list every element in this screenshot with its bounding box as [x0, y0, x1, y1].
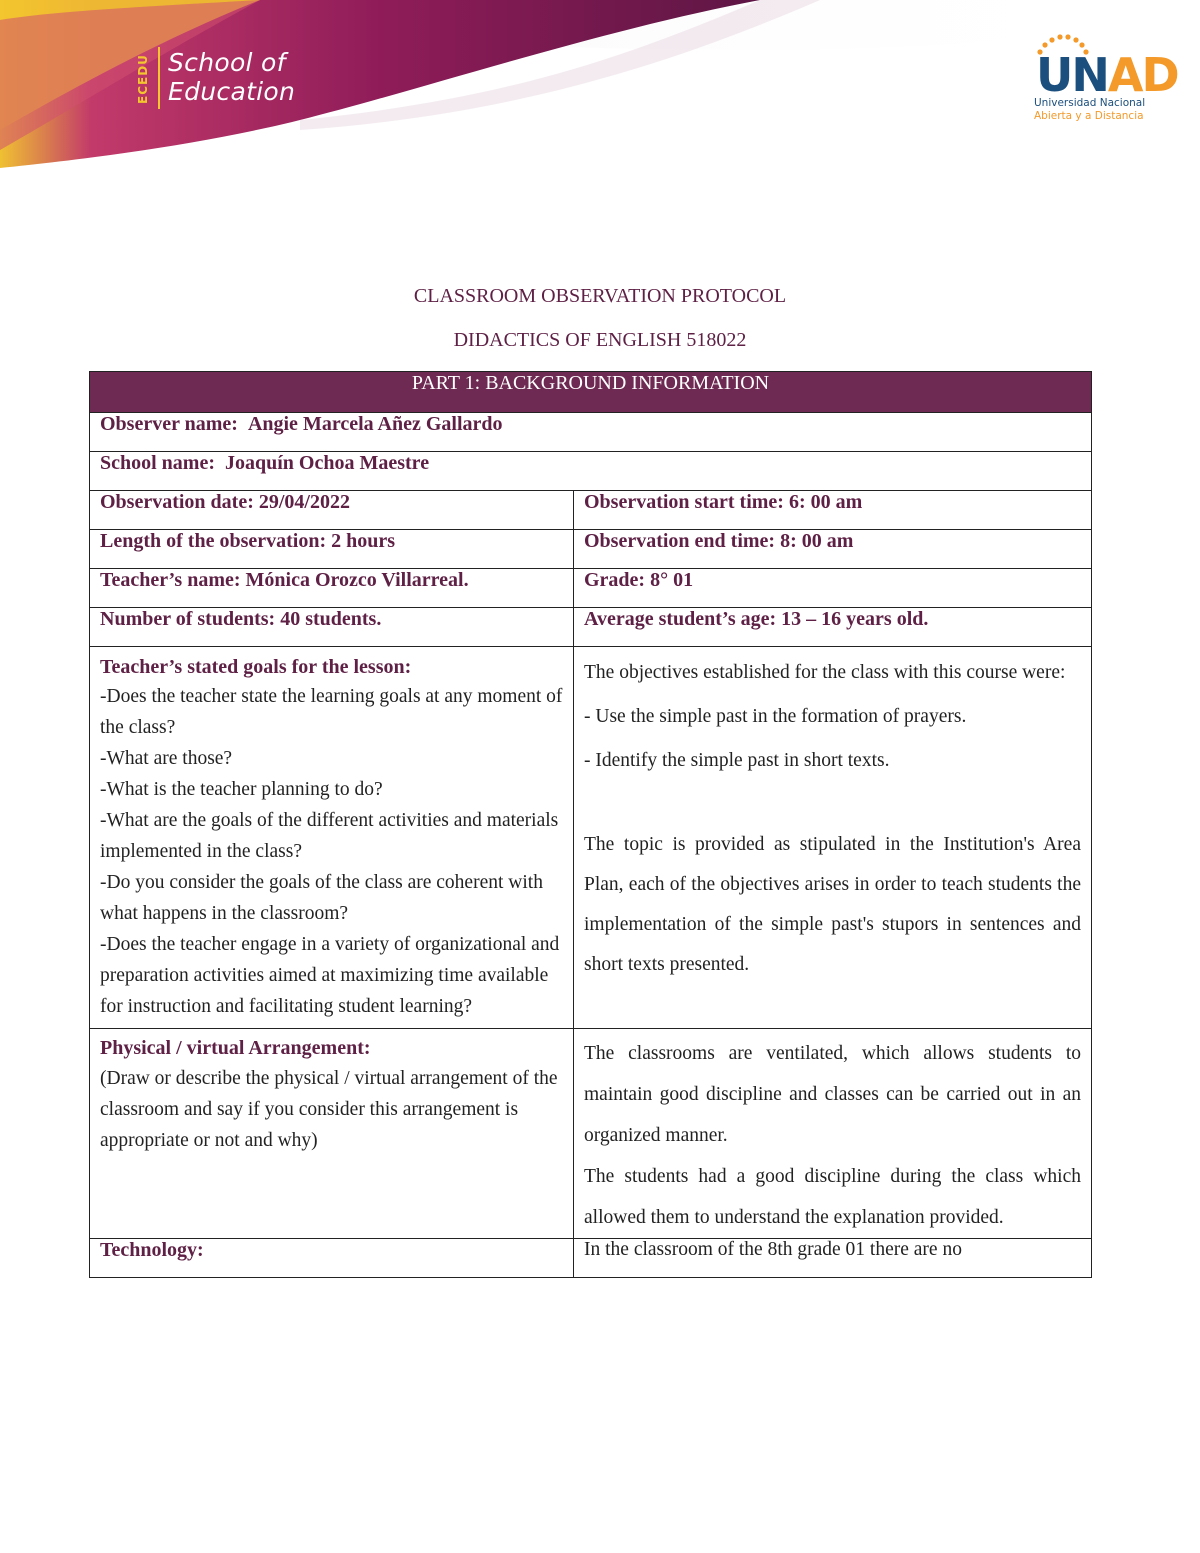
observer-label: Observer name:	[100, 413, 238, 435]
goals-answer	[574, 647, 1092, 1029]
technology-label: Technology:	[90, 1239, 574, 1278]
school-value: Joaquín Ochoa Maestre	[225, 452, 430, 474]
number-of-students: Number of students: 40 students.	[90, 608, 574, 647]
goals-label: Teacher’s stated goals for the lesson:	[100, 656, 412, 678]
unad-logo-wordmark	[1036, 50, 1178, 100]
technology-answer: In the classroom of the 8th grade 01 there are no	[574, 1239, 1092, 1278]
goals-row	[90, 647, 1092, 1029]
goals-questions	[100, 681, 563, 1022]
goals-question: -Do you consider the goals of the class are coherent with what happens in the classroom?	[100, 872, 543, 924]
arrangement-answer	[574, 1029, 1092, 1239]
school-of-education-logo	[168, 48, 295, 106]
date-row	[90, 491, 1092, 530]
ecedu-tag: ECEDU	[136, 54, 150, 104]
observation-date: Observation date: 29/04/2022	[90, 491, 574, 530]
goals-question: -Does the teacher engage in a variety of organizational and preparation activities aimed at maximizing time available for instruction and facilitating student learning?	[100, 934, 560, 1017]
school-line-2: Education	[168, 77, 296, 106]
observation-length: Length of the observation: 2 hours	[90, 530, 574, 569]
average-student-age: Average student’s age: 13 – 16 years old.	[574, 608, 1092, 647]
logo-divider	[158, 47, 160, 109]
length-row	[90, 530, 1092, 569]
goals-question: -Does the teacher state the learning goals at any moment of the class?	[100, 686, 563, 738]
technology-row	[90, 1239, 1092, 1278]
document-title: CLASSROOM OBSERVATION PROTOCOL	[413, 285, 787, 307]
goals-answer-paragraph: The topic is provided as stipulated in the Institution's Area Plan, each of the objectives arises in order to teach students the implementation of the simple past's stupors in sentences and short texts presented.	[584, 834, 1081, 975]
arrangement-prompt: (Draw or describe the physical / virtual arrangement of the classroom and say if you consider this arrangement is appropriate or not and why)	[100, 1068, 558, 1151]
goals-question: -What are the goals of the different activities and materials implemented in the class?	[100, 810, 559, 862]
goals-question: -What are those?	[100, 748, 233, 769]
unad-subtitle-2: Abierta y a Distancia	[1034, 110, 1144, 122]
goals-answer-item: - Use the simple past in the formation of prayers.	[584, 706, 967, 727]
unad-ad: AD	[1107, 48, 1178, 102]
grade: Grade: 8° 01	[574, 569, 1092, 608]
arrangement-row	[90, 1029, 1092, 1239]
teacher-name: Teacher’s name: Mónica Orozco Villarreal.	[90, 569, 574, 608]
observer-row	[90, 413, 1092, 452]
unad-un: UN	[1036, 48, 1108, 102]
observation-end-time: Observation end time: 8: 00 am	[574, 530, 1092, 569]
part-header: PART 1: BACKGROUND INFORMATION	[90, 372, 1092, 413]
arrangement-answer-paragraph: The students had a good discipline during the class which allowed them to understand the explanation provided.	[584, 1166, 1081, 1228]
students-row	[90, 608, 1092, 647]
school-label: School name:	[100, 452, 215, 474]
unad-subtitle-1: Universidad Nacional	[1034, 97, 1146, 109]
school-line-1: School of	[168, 48, 286, 77]
observer-value: Angie Marcela Añez Gallardo	[247, 413, 503, 435]
teacher-row	[90, 569, 1092, 608]
school-row	[90, 452, 1092, 491]
goals-question: -What is the teacher planning to do?	[100, 779, 383, 800]
observation-start-time: Observation start time: 6: 00 am	[574, 491, 1092, 530]
document-subtitle: DIDACTICS OF ENGLISH 518022	[453, 329, 747, 351]
arrangement-label: Physical / virtual Arrangement:	[100, 1037, 371, 1059]
goals-answer-item: - Identify the simple past in short texts.	[584, 750, 890, 771]
goals-answer-paragraph: The objectives established for the class with this course were:	[584, 662, 1066, 683]
arrangement-answer-paragraph: The classrooms are ventilated, which allows students to maintain good discipline and classes can be carried out in an organized manner.	[584, 1043, 1081, 1146]
part-header-row	[90, 372, 1092, 413]
observation-table	[89, 371, 1092, 1278]
